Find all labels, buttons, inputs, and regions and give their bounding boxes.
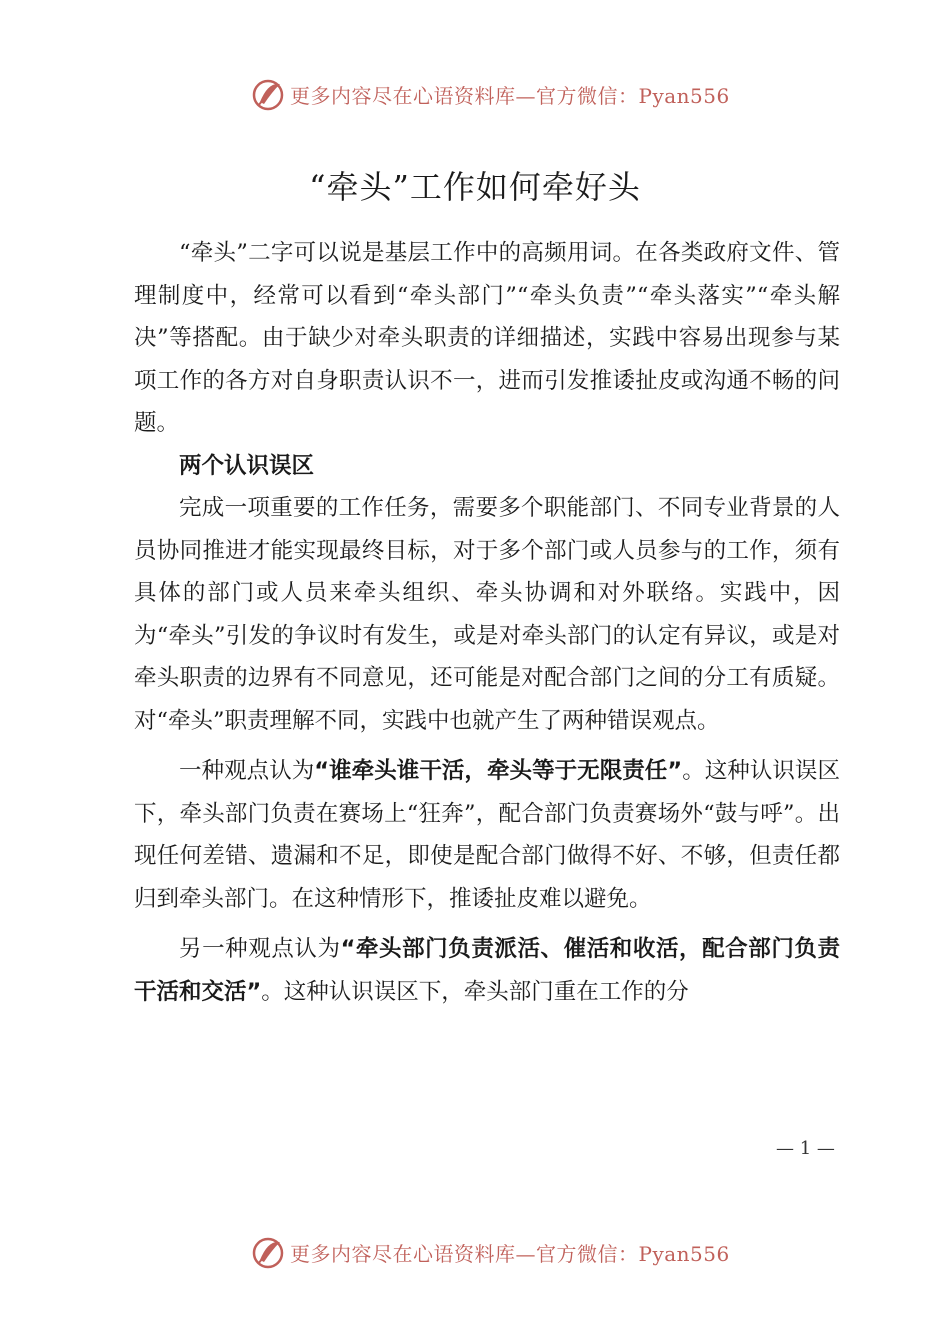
paragraph-lead-text: 另一种观点认为 (179, 936, 341, 962)
paragraph-intro: “牵头”二字可以说是基层工作中的高频用词。在各类政府文件、管理制度中，经常可以看到“牵头部门”“牵头负责”“牵头落实”“牵头解决”等搭配。由于缺少对牵头职责的详细描述，实践中容易出现参与某项工作的各方对自身职责认识不一，进而引发推诿扯皮或沟通不畅的问题。 (134, 240, 840, 436)
document-title: “牵头”工作如何牵好头 (309, 168, 641, 206)
footer-banner-content (250, 1232, 730, 1272)
paragraph-lead-text: 一种观点认为 (179, 758, 315, 784)
header-banner-text: 更多内容尽在心语资料库—官方微信：Pyan556 (290, 83, 730, 108)
page-number: — 1 — (776, 1138, 835, 1159)
brand-logo-icon (250, 1234, 286, 1270)
paragraph-misconception-one (134, 750, 840, 920)
paragraph-body-text: 。这种认识误区下，牵头部门重在工作的分 (261, 978, 689, 1005)
brand-logo-icon (250, 76, 286, 112)
footer-banner-text: 更多内容尽在心语资料库—官方微信：Pyan556 (290, 1241, 730, 1266)
section-heading: 两个认识误区 (179, 452, 315, 479)
footer-banner (0, 1232, 950, 1272)
paragraph-body-text: 。这种认识误区下，牵头部门负责在赛场上“狂奔”，配合部门负责赛场外“鼓与呼”。出现任何差错、遗漏和不足，即使是配合部门做得不好、不够，但责任都归到牵头部门。在这种情形下，推诿扯皮难以避免。 (134, 758, 840, 912)
document-body (134, 232, 840, 1013)
emphasized-quote: “牵头部门负责派活、催活和收活，配合部门负责干活和交活” (134, 936, 840, 1005)
paragraph-misconception-two (134, 928, 840, 1013)
header-banner (0, 74, 950, 114)
paragraph-background: 完成一项重要的工作任务，需要多个职能部门、不同专业背景的人员协同推进才能实现最终目标，对于多个部门或人员参与的工作，须有具体的部门或人员来牵头组织、牵头协调和对外联络。实践中，因为“牵头”引发的争议时有发生，或是对牵头部门的认定有异议，或是对牵头职责的边界有不同意见，还可能是对配合部门之间的分工有质疑。对“牵头”职责理解不同，实践中也就产生了两种错误观点。 (134, 495, 840, 734)
emphasized-quote: “谁牵头谁干活，牵头等于无限责任” (314, 758, 683, 784)
header-banner-content (250, 74, 730, 114)
